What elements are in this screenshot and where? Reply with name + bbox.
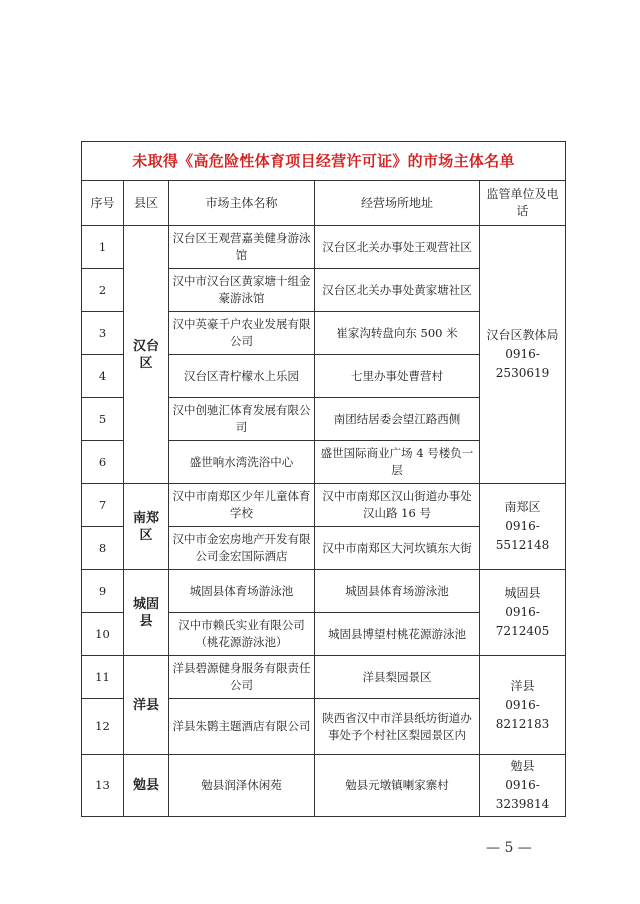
supervisor-phone: 0916-8212183 <box>495 697 550 731</box>
row-seq: 6 <box>82 441 124 484</box>
entity-address: 陕西省汉中市洋县纸坊街道办事处予个村社区梨园景区内 <box>315 699 480 755</box>
supervisor-cell <box>480 570 566 656</box>
supervisor-name: 城固县 <box>504 586 541 600</box>
header-entity: 市场主体名称 <box>169 181 315 226</box>
table-row <box>82 484 566 527</box>
supervisor-name: 洋县 <box>510 678 535 693</box>
entity-name: 汉中市金宏房地产开发有限公司金宏国际酒店 <box>169 527 315 570</box>
header-supervisor: 监管单位及电话 <box>480 181 566 226</box>
entity-address: 七里办事处曹营村 <box>315 355 480 398</box>
row-seq: 7 <box>82 484 124 527</box>
row-seq: 9 <box>82 570 124 613</box>
row-seq: 3 <box>82 312 124 355</box>
entity-address: 盛世国际商业广场 4 号楼负一层 <box>315 441 480 484</box>
entity-address: 汉台区北关办事处黄家塘社区 <box>315 269 480 312</box>
row-seq: 5 <box>82 398 124 441</box>
county-cell: 汉台区 <box>124 226 169 484</box>
supervisor-name: 汉台区教体局 <box>486 328 559 342</box>
supervisor-cell <box>480 755 566 817</box>
header-address: 经营场所地址 <box>315 181 480 226</box>
entity-name: 勉县润泽休闲苑 <box>169 755 315 817</box>
table-row <box>82 226 566 269</box>
row-seq: 11 <box>82 656 124 699</box>
header-county: 县区 <box>124 181 169 226</box>
county-cell: 城固县 <box>124 570 169 656</box>
table-row <box>82 656 566 699</box>
entity-name: 汉台区王观营嘉美健身游泳馆 <box>169 226 315 269</box>
entity-name: 汉中市南郑区少年儿童体育学校 <box>169 484 315 527</box>
supervisor-name: 南郑区 <box>504 500 541 514</box>
entity-name: 洋县朱鹮主题酒店有限公司 <box>169 699 315 755</box>
supervisor-phone: 0916-2530619 <box>495 347 550 380</box>
entity-address: 洋县梨园景区 <box>315 656 480 699</box>
table-title: 未取得《高危险性体育项目经营许可证》的市场主体名单 <box>82 142 566 181</box>
entity-name: 汉中市汉台区黄家塘十组金豪游泳馆 <box>169 269 315 312</box>
row-seq: 13 <box>82 755 124 817</box>
table-row <box>82 570 566 613</box>
row-seq: 12 <box>82 699 124 755</box>
entity-address: 汉台区北关办事处王观营社区 <box>315 226 480 269</box>
entity-name: 汉中英豪千户农业发展有限公司 <box>169 312 315 355</box>
entity-address: 崔家沟转盘向东 500 米 <box>315 312 480 355</box>
entity-name: 汉中市赖氏实业有限公司（桃花源游泳池） <box>169 613 315 656</box>
market-entity-table <box>81 141 566 817</box>
supervisor-phone: 0916-3239814 <box>495 778 550 811</box>
entity-address: 汉中市南郑区大河坎镇东大街 <box>315 527 480 570</box>
header-seq: 序号 <box>82 181 124 226</box>
supervisor-phone: 0916-5512148 <box>495 519 550 552</box>
entity-name: 城固县体育场游泳池 <box>169 570 315 613</box>
row-seq: 10 <box>82 613 124 656</box>
entity-address: 汉中市南郑区汉山街道办事处汉山路 16 号 <box>315 484 480 527</box>
entity-address: 勉县元墩镇喇家寨村 <box>315 755 480 817</box>
table-row <box>82 755 566 817</box>
row-seq: 1 <box>82 226 124 269</box>
row-seq: 2 <box>82 269 124 312</box>
row-seq: 8 <box>82 527 124 570</box>
entity-address: 城固县博望村桃花源游泳池 <box>315 613 480 656</box>
supervisor-cell <box>480 656 566 755</box>
county-cell: 勉县 <box>124 755 169 817</box>
page-number: — 5 — <box>486 840 532 856</box>
county-cell: 南郑区 <box>124 484 169 570</box>
supervisor-name: 勉县 <box>510 759 535 773</box>
supervisor-cell <box>480 484 566 570</box>
entity-name: 汉中创驰汇体育发展有限公司 <box>169 398 315 441</box>
county-cell: 洋县 <box>124 656 169 755</box>
row-seq: 4 <box>82 355 124 398</box>
entity-address: 南团结居委会望江路西侧 <box>315 398 480 441</box>
entity-address: 城固县体育场游泳池 <box>315 570 480 613</box>
supervisor-cell <box>480 226 566 484</box>
supervisor-phone: 0916-7212405 <box>495 605 550 638</box>
entity-name: 盛世响水湾洗浴中心 <box>169 441 315 484</box>
entity-name: 洋县碧源健身服务有限责任公司 <box>169 656 315 699</box>
entity-name: 汉台区青柠檬水上乐园 <box>169 355 315 398</box>
